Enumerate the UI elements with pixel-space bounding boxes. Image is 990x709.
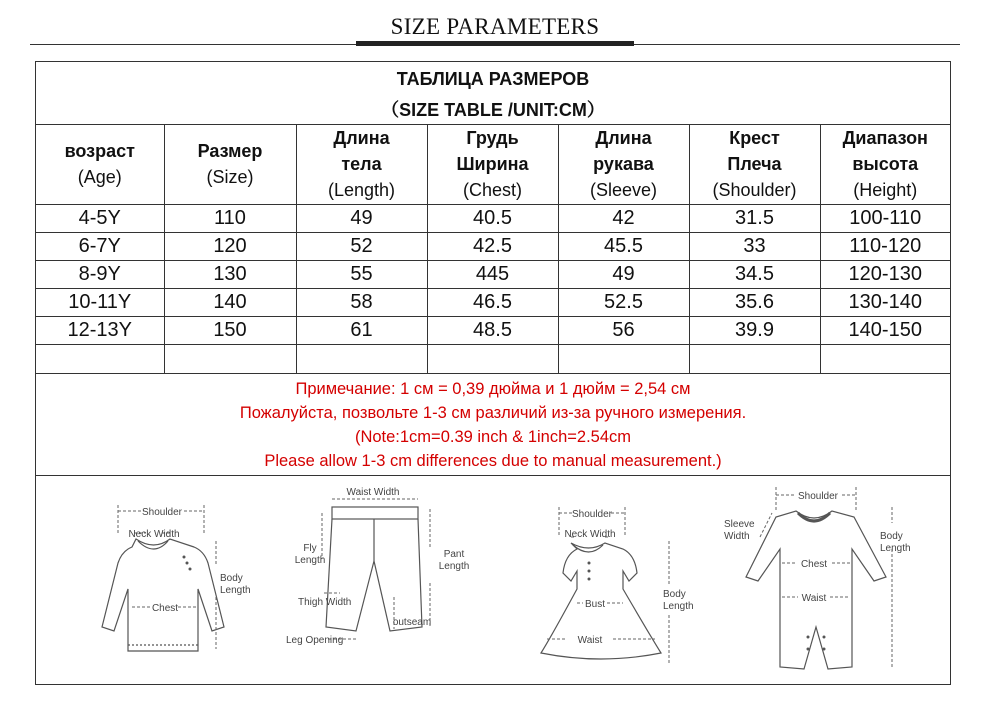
table-row [36,289,950,317]
label-body-length: Body [220,573,243,584]
note-line: Please allow 1-3 cm differences due to manual measurement.) [264,452,722,470]
shirt-measure-diagram [66,477,266,684]
label-bust: Bust [584,599,606,610]
measurement-notes [36,373,950,476]
label-leg-opening: Leg Opening [286,635,344,646]
label-sleeve-width: Sleeve [724,519,755,530]
table-cell: 150 [164,317,296,345]
label-sleeve-width: Width [724,531,750,542]
note-line: Примечание: 1 см = 0,39 дюйма и 1 дюйм = 2,54 см [295,380,691,398]
label-chest: Chest [800,559,828,570]
table-cell: 42.5 [427,233,558,261]
table-cell [427,345,558,374]
shirt-drawing [66,477,266,684]
label-body-length: Length [880,543,911,554]
table-header-row [36,124,950,205]
table-cell: 33 [689,233,820,261]
table-cell: 61 [296,317,427,345]
column-header-ru: тела [341,154,382,174]
table-cell: 52.5 [558,289,689,317]
column-header-en: (Length) [327,180,396,200]
column-header-ru: Крест [729,128,780,148]
table-cell: 55 [296,261,427,289]
table-cell: 445 [427,261,558,289]
table-cell [36,345,164,374]
column-header-ru: Длина [595,128,652,148]
column-header-chest [427,124,558,205]
column-header-ru: Диапазон [842,128,928,148]
column-header-height [820,124,950,205]
table-cell: 39.9 [689,317,820,345]
heading-underline-bar [356,41,634,46]
table-cell: 10-11Y [36,289,164,317]
column-header-ru: высота [852,154,919,174]
label-body-length: Body [663,589,686,600]
table-cell: 56 [558,317,689,345]
label-shoulder: Shoulder [797,491,839,502]
column-header-ru: Грудь [466,128,519,148]
table-cell: 130 [164,261,296,289]
label-waist: Waist [577,635,603,646]
table-cell: 140 [164,289,296,317]
table-cell: 140-150 [820,317,950,345]
table-cell: 40.5 [427,205,558,233]
table-cell: 120 [164,233,296,261]
table-cell: 34.5 [689,261,820,289]
label-neck-width: Neck Width [564,529,616,540]
label-outseam: outseam [392,617,432,628]
label-shoulder: Shoulder [141,507,183,518]
label-pant-length: Pant [443,549,465,560]
table-cell: 8-9Y [36,261,164,289]
measurement-diagrams [36,477,950,684]
table-cell: 42 [558,205,689,233]
column-header-sleeve [558,124,689,205]
column-header-age [36,124,164,205]
table-cell: 49 [558,261,689,289]
column-header-en: (Size) [206,167,254,187]
romper-measure-diagram [716,477,916,684]
label-body-length: Body [880,531,903,542]
label-shoulder: Shoulder [571,509,613,520]
table-row [36,233,950,261]
table-cell: 110-120 [820,233,950,261]
column-header-en: (Shoulder) [712,180,797,200]
table-cell: 110 [164,205,296,233]
table-cell: 31.5 [689,205,820,233]
pants-measure-diagram [276,477,476,684]
label-pant-length: Length [438,561,470,572]
table-title: ТАБЛИЦА РАЗМЕРОВ [396,69,590,89]
column-header-en: (Sleeve) [589,180,658,200]
column-header-ru: рукава [593,154,654,174]
column-header-en: (Age) [77,167,122,187]
column-header-size [164,124,296,205]
table-cell [689,345,820,374]
table-cell: 12-13Y [36,317,164,345]
table-row [36,261,950,289]
column-header-length [296,124,427,205]
size-chart-frame [35,61,951,685]
label-body-length: Length [663,601,694,612]
table-row [36,205,950,233]
label-neck-width: Neck Width [128,529,180,540]
pants-drawing [276,477,476,684]
column-header-ru: Размер [197,141,263,161]
table-cell: 58 [296,289,427,317]
table-cell: 130-140 [820,289,950,317]
table-cell: 49 [296,205,427,233]
dress-drawing [501,477,701,684]
table-cell: 4-5Y [36,205,164,233]
table-cell [558,345,689,374]
size-table [36,124,950,374]
table-cell: 46.5 [427,289,558,317]
label-thigh-width: Thigh Width [298,597,352,608]
label-fly-length: Length [294,555,326,566]
column-header-ru: Плеча [727,154,782,174]
table-cell [296,345,427,374]
table-cell: 100-110 [820,205,950,233]
label-body-length: Length [220,585,251,596]
table-cell: 35.6 [689,289,820,317]
table-row [36,317,950,345]
table-cell: 120-130 [820,261,950,289]
label-chest: Chest [151,603,179,614]
page-title: SIZE PARAMETERS [390,14,600,39]
column-header-ru: Длина [333,128,390,148]
column-header-ru: возраст [64,141,135,161]
label-waist-width: Waist Width [346,487,400,498]
table-subtitle: （SIZE TABLE /UNIT:CM） [381,100,605,120]
table-cell: 45.5 [558,233,689,261]
column-header-en: (Height) [853,180,918,200]
table-cell: 52 [296,233,427,261]
table-cell [820,345,950,374]
romper-drawing [716,477,916,684]
label-waist: Waist [801,593,827,604]
column-header-ru: Ширина [456,154,529,174]
table-title-block [36,62,950,125]
label-fly-length: Fly [303,543,317,554]
table-row-empty [36,345,950,374]
table-cell [164,345,296,374]
column-header-en: (Chest) [462,180,522,200]
dress-measure-diagram [501,477,701,684]
note-line: (Note:1cm=0.39 inch & 1inch=2.54cm [354,428,632,446]
table-cell: 48.5 [427,317,558,345]
table-cell: 6-7Y [36,233,164,261]
column-header-shoulder [689,124,820,205]
note-line: Пожалуйста, позвольте 1-3 см различий из-за ручного измерения. [239,404,747,422]
